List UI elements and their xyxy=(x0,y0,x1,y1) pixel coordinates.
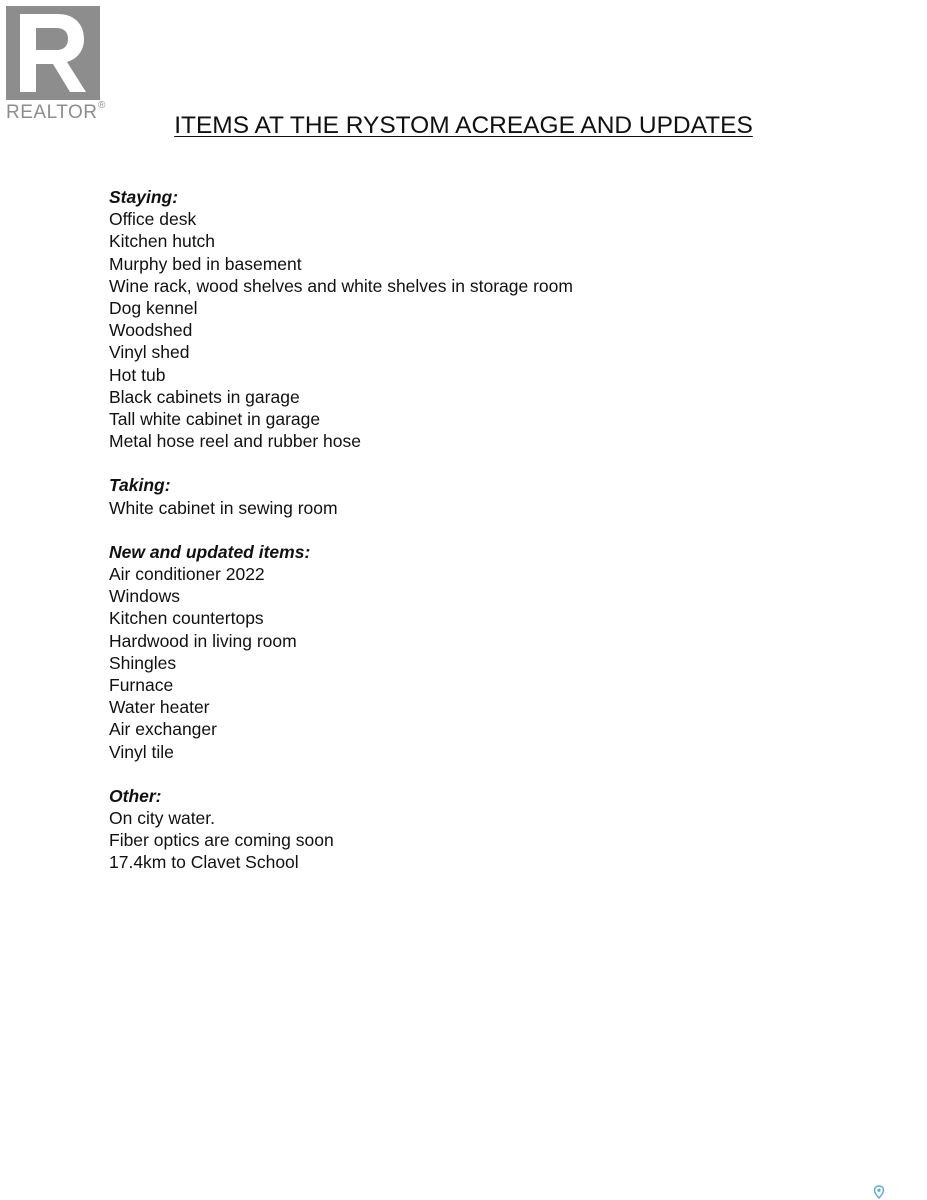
list-item: Metal hose reel and rubber hose xyxy=(109,431,361,452)
list-item: Vinyl shed xyxy=(109,342,190,363)
section-heading: Taking: xyxy=(109,475,171,496)
section-other xyxy=(109,785,869,874)
list-item: 17.4km to Clavet School xyxy=(109,852,299,873)
list-item: Furnace xyxy=(109,675,174,696)
list-item: Windows xyxy=(109,586,180,607)
section-staying xyxy=(109,186,869,452)
realtor-r-logo-icon xyxy=(6,6,100,100)
registered-mark: ® xyxy=(98,100,106,111)
item-list xyxy=(109,563,869,763)
document-body xyxy=(109,186,869,896)
list-item: Wine rack, wood shelves and white shelves in storage room xyxy=(109,275,573,296)
section-new-and-updated xyxy=(109,541,869,763)
list-item: Shingles xyxy=(109,652,177,673)
list-item: Fiber optics are coming soon xyxy=(109,830,334,851)
item-list xyxy=(109,497,869,519)
section-heading: New and updated items: xyxy=(109,541,311,562)
section-taking xyxy=(109,474,869,518)
list-item: Hot tub xyxy=(109,364,166,385)
list-item: Murphy bed in basement xyxy=(109,253,302,274)
realtor-wordmark: REALTOR xyxy=(6,102,98,123)
item-list xyxy=(109,208,869,452)
list-item: Air conditioner 2022 xyxy=(109,564,265,585)
list-item: On city water. xyxy=(109,808,216,829)
list-item: Hardwood in living room xyxy=(109,630,297,651)
list-item: White cabinet in sewing room xyxy=(109,497,338,518)
item-list xyxy=(109,807,869,874)
list-item: Vinyl tile xyxy=(109,741,174,762)
list-item: Tall white cabinet in garage xyxy=(109,409,321,430)
list-item: Water heater xyxy=(109,697,210,718)
section-heading: Other: xyxy=(109,785,162,806)
list-item: Dog kennel xyxy=(109,298,198,319)
list-item: Kitchen countertops xyxy=(109,608,264,629)
page-title: ITEMS AT THE RYSTOM ACREAGE AND UPDATES xyxy=(174,112,753,139)
realtor-logo xyxy=(6,6,110,126)
list-item: Woodshed xyxy=(109,320,193,341)
section-heading: Staying: xyxy=(109,187,179,207)
map-pin-icon xyxy=(873,1185,885,1199)
list-item: Office desk xyxy=(109,209,197,230)
list-item: Air exchanger xyxy=(109,719,217,740)
list-item: Kitchen hutch xyxy=(109,231,216,252)
list-item: Black cabinets in garage xyxy=(109,386,300,407)
